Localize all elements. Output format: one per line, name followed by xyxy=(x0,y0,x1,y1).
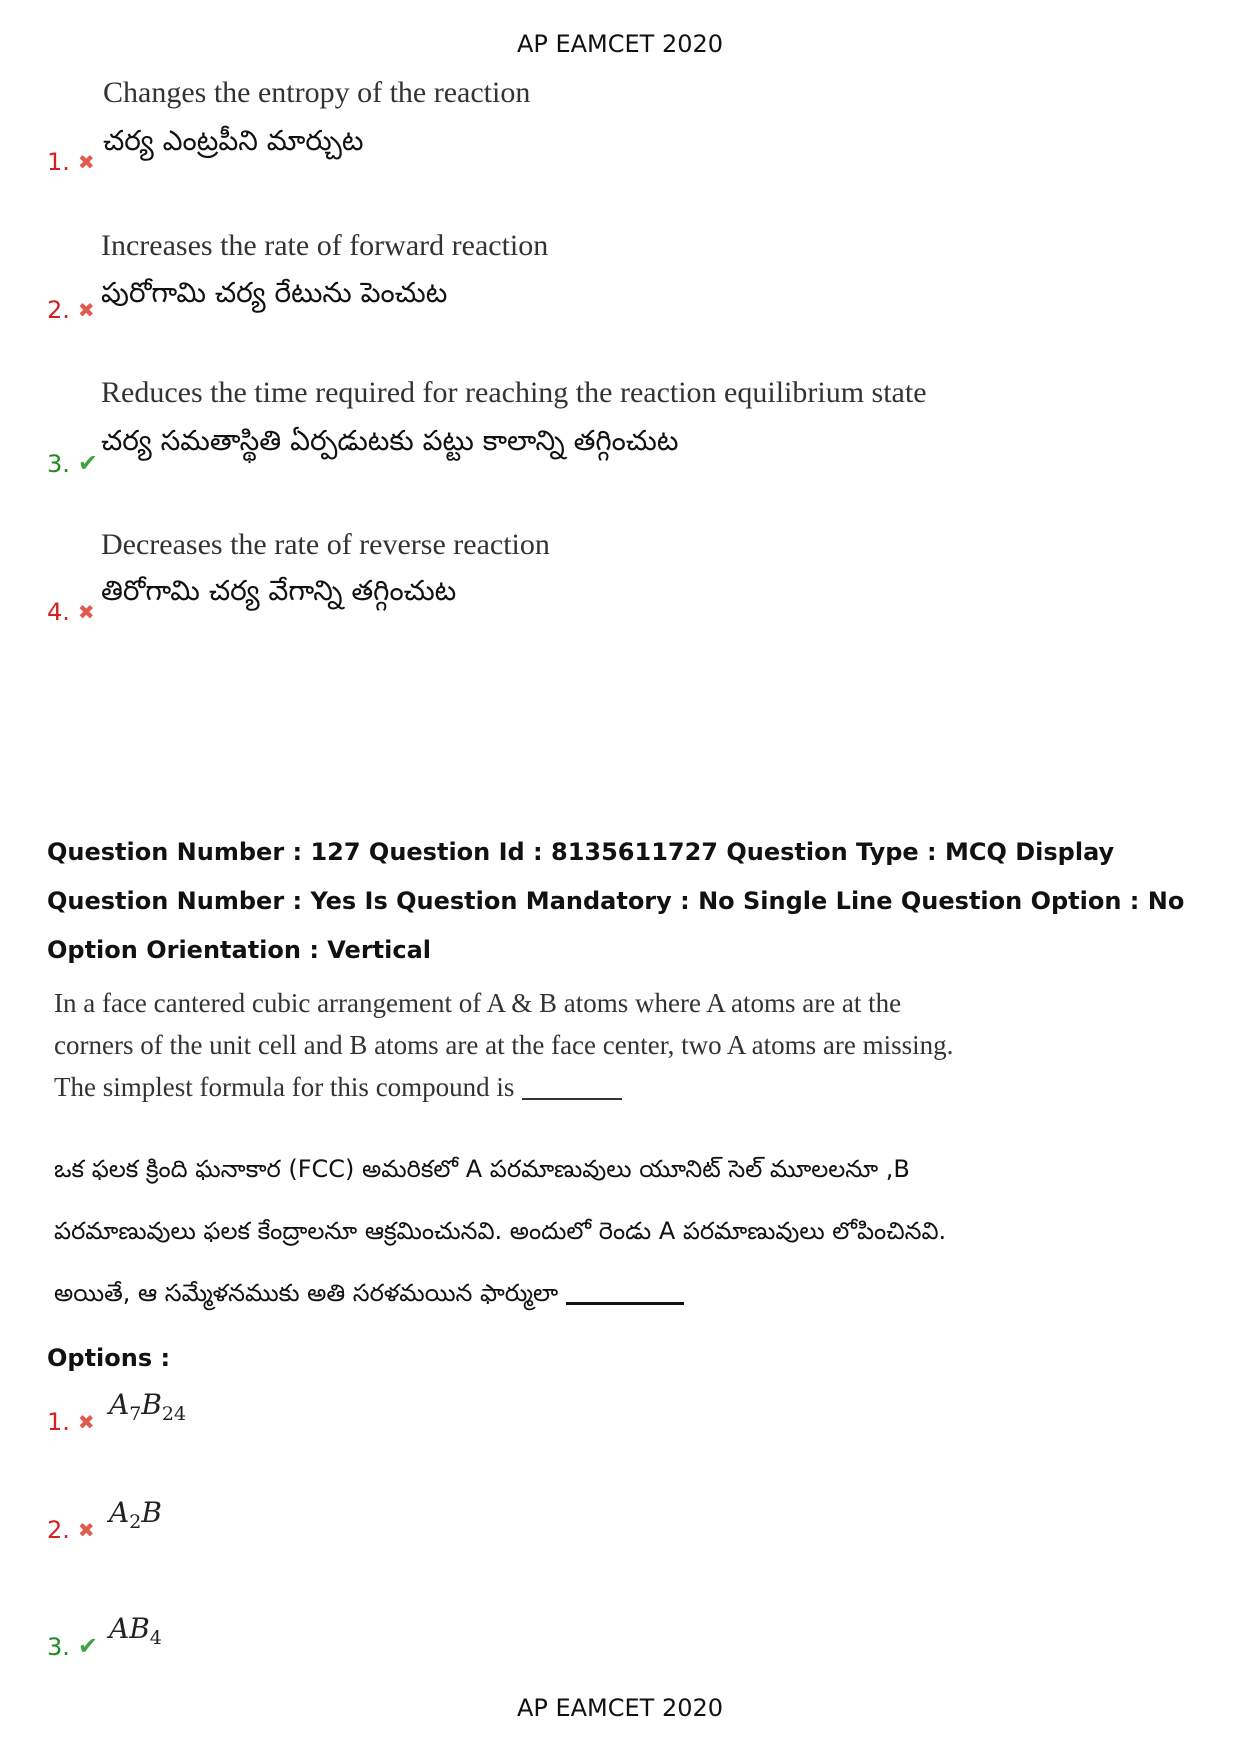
question-meta: Question Number : 127 Question Id : 8135611727 Question Type : MCQ Display Question Number : Yes Is Question Mandatory : No Single Line Question Option : No Option Orientation : Vertical xyxy=(47,838,1185,964)
options-label: Options : xyxy=(47,1344,171,1372)
cross-icon: ✖ xyxy=(77,1518,95,1542)
option-text-te: పురోగామి చర్య రేటును పెంచుట xyxy=(101,276,448,309)
option-text-en: Reduces the time required for reaching the reaction equilibrium state xyxy=(101,376,927,409)
cross-icon: ✖ xyxy=(77,1410,95,1434)
option-text-te: చర్య సమతాస్థితి ఏర్పడుటకు పట్టు కాలాన్ని తగ్గించుట xyxy=(101,424,679,457)
answer-blank xyxy=(566,1302,684,1305)
answer-blank xyxy=(522,1098,622,1100)
cross-icon: ✖ xyxy=(77,298,95,322)
option-text-en: Increases the rate of forward reaction xyxy=(101,229,549,262)
cross-icon: ✖ xyxy=(77,600,95,624)
option-number: 1. ✖ xyxy=(47,1408,95,1436)
option-text-te: తిరోగామి చర్య వేగాన్ని తగ్గించుట xyxy=(101,574,457,607)
option-number: 2. ✖ xyxy=(47,1516,95,1544)
option-formula: $A_2B$ xyxy=(109,1496,162,1533)
option-number: 3. ✔ xyxy=(47,449,99,478)
question-text-te-line-2: పరమాణువులు ఫలక కేంద్రాలనూ ఆక్రమించునవి. అందులో రెండు A పరమాణువులు లోపించినవి. xyxy=(54,1217,947,1245)
question-text-te-line-3: అయితే, ఆ సమ్మేళనముకు అతి సరళమయిన ఫార్ములా xyxy=(54,1279,1174,1313)
option-text-en: Decreases the rate of reverse reaction xyxy=(101,528,550,561)
page-header: AP EAMCET 2020 xyxy=(516,30,724,58)
option-number: 1. ✖ xyxy=(47,148,95,176)
option-text-en: Changes the entropy of the reaction xyxy=(103,76,531,109)
option-number: 2. ✖ xyxy=(47,296,95,324)
option-formula: $A_7B_{24}$ xyxy=(109,1388,187,1425)
question-text-en: In a face cantered cubic arrangement of A & B atoms where A atoms are at the corners of the unit cell and B atoms are at the face center, two A atoms are missing. The simplest formula for this compound is xyxy=(54,988,954,1102)
option-text-te: చర్య ఎంట్రపీని మార్చుట xyxy=(103,124,364,157)
option-number: 3. ✔ xyxy=(47,1632,99,1661)
option-formula: $AB_4$ xyxy=(109,1612,162,1649)
check-icon: ✔ xyxy=(77,1632,99,1660)
question-text-te-line-1: ఒక ఫలక క్రింది ఘనాకార (FCC) అమరికలో A పరమాణువులు యూనిట్ సెల్ మూలలనూ ,B xyxy=(54,1155,910,1183)
option-number: 4. ✖ xyxy=(47,598,95,626)
page-footer: AP EAMCET 2020 xyxy=(516,1694,724,1722)
check-icon: ✔ xyxy=(77,449,99,477)
cross-icon: ✖ xyxy=(77,150,95,174)
